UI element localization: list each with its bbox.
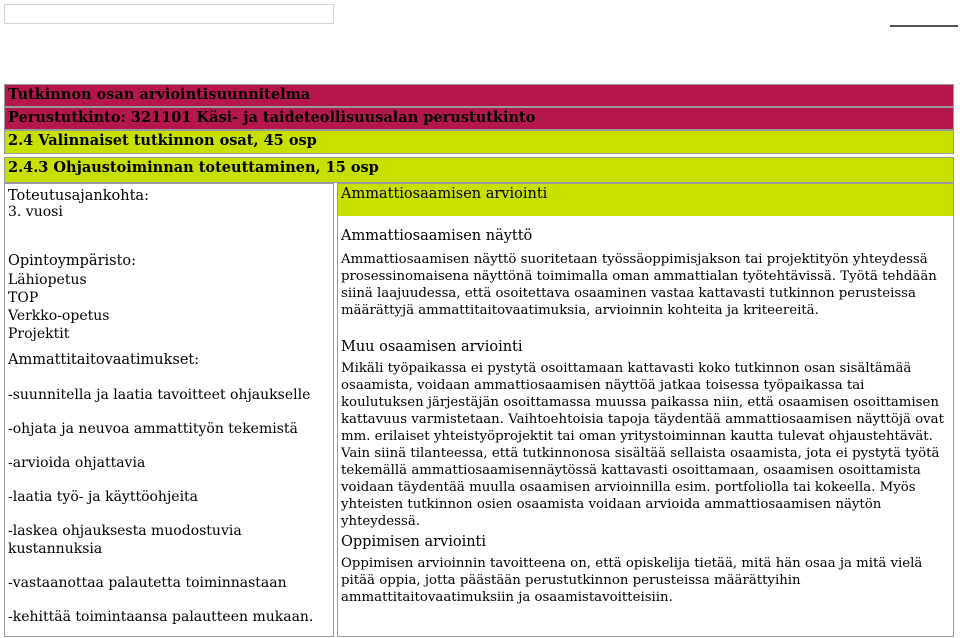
skill-item: -ohjata ja neuvoa ammattityön tekemistä: [8, 421, 298, 437]
header-title: Tutkinnon osan arviointisuunnitelma: [4, 84, 954, 107]
env-item: Lähiopetus: [8, 272, 87, 288]
header-subsection: 2.4.3 Ohjaustoiminnan toteuttaminen, 15 osp: [4, 157, 954, 183]
learning-assessment-label: Oppimisen arviointi: [341, 534, 487, 550]
right-column: [337, 183, 954, 637]
demo-text: Ammattiosaamisen näyttö suoritetaan työssäoppimisjakson tai projektityön yhteydessä prosessinomaisena näyttönä toimimalla oman ammattialan työtehtävissä. Työtä tehdään siinä laajuudessa, että osoitettava osaaminen vastaa kattavasti tutkinnon perusteissa määrättyjä ammattitaitovaatimuksia, arvioinnin kohteita ja kriteereitä.: [341, 252, 937, 318]
env-item: Projektit: [8, 326, 70, 342]
other-assessment-label: Muu osaamisen arviointi: [341, 339, 523, 355]
skill-item: -laatia työ- ja käyttöohjeita: [8, 489, 199, 505]
env-label: Opintoympäristo:: [8, 253, 137, 269]
left-column: [4, 183, 334, 637]
skill-item: -kehittää toimintaansa palautteen mukaan.: [8, 609, 314, 625]
env-item: TOP: [8, 290, 39, 306]
other-assessment-text: Mikäli työpaikassa ei pystytä osoittamaan kattavasti koko tutkinnon osan sisältämää osaamista, voidaan ammattiosaamisen näyttöä jatkaa toisessa työpaikassa tai koulutuksen järjestäjän osoittamassa muussa paikassa niin, että osaamisen osoittamisen kattavuus varmistetaan. Vaihtoehtoisia tapoja täydentää ammattiosaamisen näyttöjä ovat mm. erilaiset yhteistyöprojektit tai oman yritystoiminnan kautta tulevat ohjaustehtävät. Vain siinä tilanteessa, että tutkinnonosa sisältää sellaista osaamista, jota ei pystytä työtä tekemällä ammattiosaamisennäytössä kattavasti osoittamaan, osaamisen osoittamista voidaan täydentää muulla osaamisen arvioinnilla esim. portfoliolla tai kokeella. Myös yhteisten tutkinnon osien osaamista voidaan arvioida ammattiosaamisen näytön yhteydessä.: [341, 361, 944, 529]
skills-label: Ammattitaitovaatimukset:: [8, 352, 200, 368]
demo-label: Ammattiosaamisen näyttö: [341, 228, 533, 244]
skill-item: -vastaanottaa palautetta toiminnastaan: [8, 575, 287, 591]
header-section: 2.4 Valinnaiset tutkinnon osat, 45 osp: [4, 130, 954, 154]
top-divider: [890, 25, 958, 27]
timing-value: 3. vuosi: [8, 204, 63, 220]
assessment-header: Ammattiosaamisen arviointi: [338, 184, 953, 216]
learning-assessment-text: Oppimisen arvioinnin tavoitteena on, että opiskelija tietää, mitä hän osaa ja mitä vielä pitää oppia, jotta päästään perustutkinnon perusteissa määrättyihin ammattitaitovaatimuksiin ja osaamistavoitteisiin.: [341, 556, 923, 605]
skill-item: -arvioida ohjattavia: [8, 455, 146, 471]
header-degree: Perustutkinto: 321101 Käsi- ja taideteollisuusalan perustutkinto: [4, 107, 954, 130]
env-item: Verkko-opetus: [8, 308, 110, 324]
top-input-box[interactable]: [4, 4, 334, 24]
skill-item: -laskea ohjauksesta muodostuvia kustannuksia: [8, 523, 242, 557]
skill-item: -suunnitella ja laatia tavoitteet ohjaukselle: [8, 387, 311, 403]
timing-label: Toteutusajankohta:: [8, 188, 149, 204]
